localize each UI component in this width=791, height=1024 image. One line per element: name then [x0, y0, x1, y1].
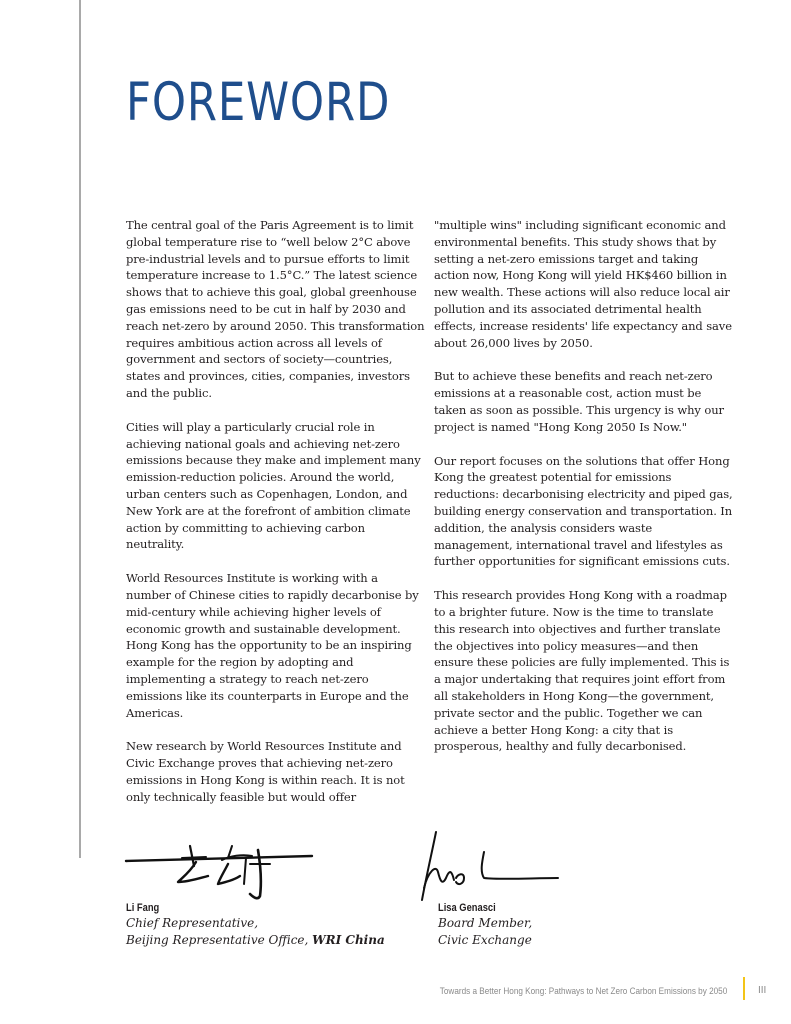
- paragraph: World Resources Institute is working with a number of Chinese cities to rapidly decarbonise by mid-century while achieving higher levels of economic growth and sustainable development. Hong Kong has the opportunity to be an inspiring example for the region by adopting and implementing a strategy to reach net-zero emissions like its counterparts in Europe and the Americas.: [126, 571, 419, 720]
- signer-office-text: Beijing Representative Office,: [126, 933, 313, 947]
- signer-name-right: Lisa Genasci: [438, 902, 496, 914]
- left-text-column: [126, 217, 426, 823]
- signature-lisa-genasci: [412, 828, 572, 908]
- footer-report-title: Towards a Better Hong Kong: Pathways to Net Zero Carbon Emissions by 2050: [439, 986, 727, 997]
- paragraph: The central goal of the Paris Agreement is to limit global temperature rise to “well below 2°C above pre-industrial levels and to pursue efforts to limit temperature increase to 1.5°C.” The latest science shows that to achieve this goal, global greenhouse gas emissions need to be cut in half by 2030 and reach net-zero by around 2050. This transformation requires ambitious action across all levels of government and sectors of society—countries, states and provinces, cities, companies, investors and the public.: [126, 218, 425, 400]
- paragraph: Our report focuses on the solutions that offer Hong Kong the greatest potential for emissions reductions: decarbonising electricity and piped gas, building energy conservation and transportation. In addition, the analysis considers waste management, international travel and lifestyles as further opportunities for significant emissions cuts.: [434, 453, 733, 569]
- paragraph: New research by World Resources Institute and Civic Exchange proves that achieving net-zero emissions in Hong Kong is within reach. It is not only technically feasible but would offer: [126, 739, 405, 804]
- page-title: FOREWORD: [126, 72, 391, 133]
- paragraph: But to achieve these benefits and reach net-zero emissions at a reasonable cost, action must be taken as soon as possible. This urgency is why our project is named "Hong Kong 2050 Is Now.": [434, 369, 724, 434]
- paragraph: Cities will play a particularly crucial role in achieving national goals and achieving net-zero emissions because they make and implement many emission-reduction policies. Around the world, urban centers such as Copenhagen, London, and New York are at the forefront of ambition climate action by committing to achieving carbon neutrality.: [126, 419, 421, 552]
- right-text-column: [434, 217, 734, 772]
- left-margin-rule: [79, 0, 81, 858]
- paragraph: "multiple wins" including significant economic and environmental benefits. This study shows that by setting a net-zero emissions target and taking action now, Hong Kong will yield HK$460 billion in new wealth. These actions will also reduce local air pollution and its associated detrimental health effects, increase residents' life expectancy and save about 26,000 lives by 2050.: [434, 218, 732, 350]
- signature-li-fang: [120, 838, 320, 908]
- footer-divider: [743, 977, 745, 1000]
- signer-office-left: [126, 933, 385, 947]
- signer-org-left: WRI China: [312, 933, 385, 947]
- signer-role-left: Chief Representative,: [126, 916, 259, 930]
- signer-name-left: Li Fang: [126, 902, 160, 914]
- page-number: III: [758, 985, 767, 996]
- signer-org-right: Civic Exchange: [438, 933, 532, 947]
- paragraph: This research provides Hong Kong with a roadmap to a brighter future. Now is the time to translate this research into objectives and further translate the objectives into policy measures—and then ensure these policies are fully implemented. This is a major undertaking that requires joint effort from all stakeholders in Hong Kong—the government, private sector and the public. Together we can achieve a better Hong Kong: a city that is prosperous, healthy and fully decarbonised.: [434, 588, 730, 754]
- signer-role-right: Board Member,: [438, 916, 533, 930]
